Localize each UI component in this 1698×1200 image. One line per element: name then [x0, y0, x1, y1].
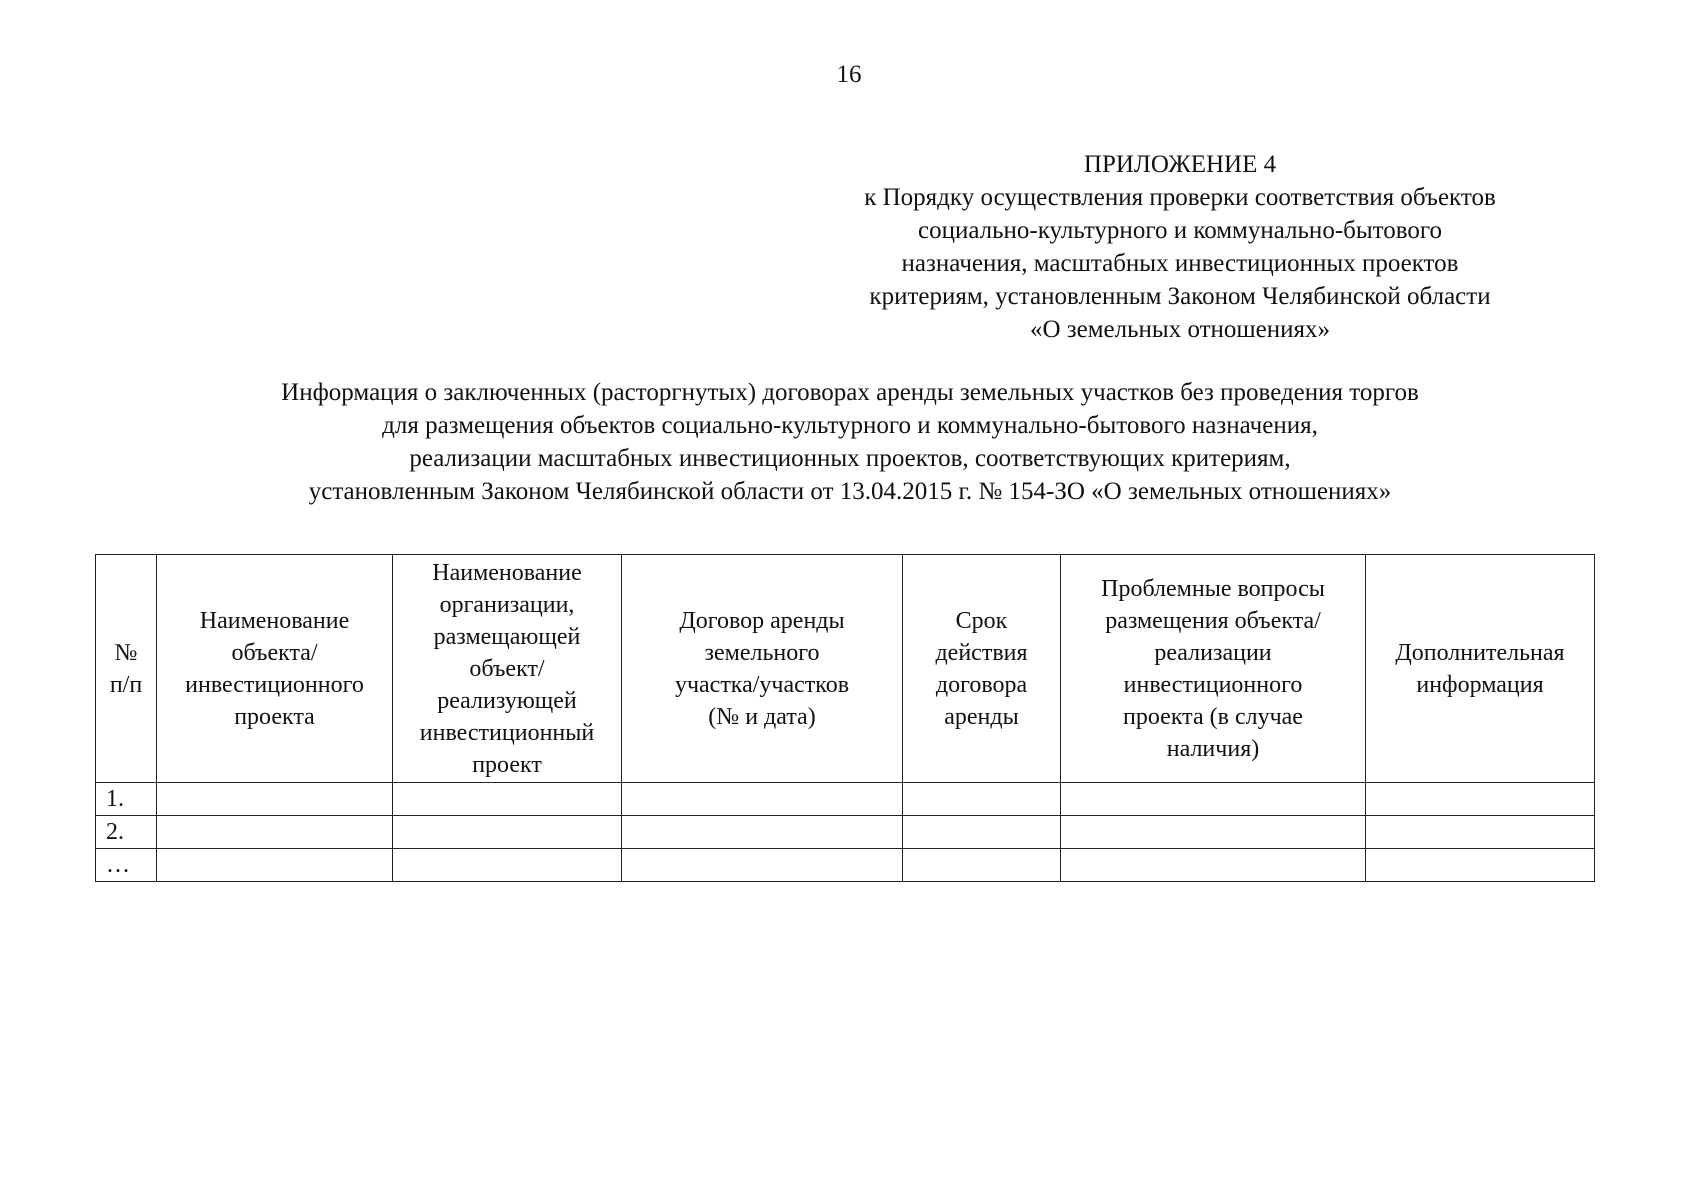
table-cell — [393, 849, 622, 882]
appendix-line: к Порядку осуществления проверки соответствия объектов — [864, 184, 1496, 211]
row-number-cell: … — [96, 849, 157, 882]
header-organization — [393, 555, 622, 783]
appendix-title: ПРИЛОЖЕНИЕ 4 — [1083, 151, 1277, 178]
document-title — [100, 376, 1600, 508]
row-number-cell: 1. — [96, 783, 157, 816]
header-issues — [1061, 555, 1366, 783]
header-line: инвестиционного — [185, 671, 364, 698]
table-cell — [157, 849, 393, 882]
title-line: для размещения объектов социально-культурного и коммунально-бытового назначения, — [382, 412, 1318, 439]
header-lease-contract — [622, 555, 903, 783]
header-line: инвестиционного — [1123, 671, 1303, 698]
header-line: п/п — [109, 671, 143, 698]
header-line: реализующей — [437, 687, 577, 714]
table-cell — [393, 816, 622, 849]
lease-info-table — [95, 554, 1595, 882]
table-header-row — [96, 555, 1595, 783]
header-line: реализации — [1154, 639, 1272, 666]
header-line: участка/участков — [674, 671, 850, 698]
appendix-heading — [820, 148, 1540, 346]
header-line: наличия) — [1166, 735, 1260, 762]
table-cell — [1061, 783, 1366, 816]
header-line: № — [114, 639, 138, 666]
header-line: аренды — [944, 703, 1019, 730]
header-line: Проблемные вопросы — [1101, 575, 1325, 602]
table-row — [96, 849, 1595, 882]
header-line: объект/ — [469, 655, 545, 682]
table-cell — [1366, 816, 1595, 849]
title-line: установленным Законом Челябинской области от 13.04.2015 г. № 154-ЗО «О земельных отношениях» — [308, 478, 1392, 505]
appendix-line: назначения, масштабных инвестиционных проектов — [901, 250, 1459, 277]
table-cell — [622, 783, 903, 816]
header-lease-term — [903, 555, 1061, 783]
header-number — [96, 555, 157, 783]
header-line: договора — [935, 671, 1028, 698]
table-cell — [622, 816, 903, 849]
header-additional-info — [1366, 555, 1595, 783]
table-cell — [1366, 783, 1595, 816]
header-line: проекта — [234, 703, 315, 730]
header-line: размещения объекта/ — [1105, 607, 1321, 634]
table-cell — [622, 849, 903, 882]
appendix-line: социально-культурного и коммунально-бытового — [917, 217, 1443, 244]
title-line: реализации масштабных инвестиционных проектов, соответствующих критериям, — [409, 445, 1291, 472]
header-line: Наименование — [432, 559, 582, 586]
table-cell — [903, 816, 1061, 849]
header-line: Срок — [955, 607, 1008, 634]
table-cell — [903, 849, 1061, 882]
header-line: Договор аренды — [679, 607, 845, 634]
header-line: Наименование — [199, 607, 350, 634]
page-number: 16 — [836, 61, 862, 88]
table-cell — [1061, 816, 1366, 849]
header-line: проект — [472, 751, 542, 778]
table-body — [96, 783, 1595, 882]
header-line: организации, — [439, 591, 575, 618]
header-line: действия — [935, 639, 1028, 666]
table-cell — [157, 783, 393, 816]
header-line: Дополнительная — [1395, 639, 1565, 666]
header-line: земельного — [704, 639, 820, 666]
row-number-cell: 2. — [96, 816, 157, 849]
header-line: размещающей — [433, 623, 581, 650]
header-line: информация — [1416, 671, 1544, 698]
appendix-line: «О земельных отношениях» — [1029, 316, 1331, 343]
table-cell — [393, 783, 622, 816]
title-line: Информация о заключенных (расторгнутых) договорах аренды земельных участков без проведения торгов — [281, 379, 1419, 406]
header-line: объекта/ — [231, 639, 318, 666]
header-line: проекта (в случае — [1123, 703, 1303, 730]
table-cell — [1061, 849, 1366, 882]
appendix-line: критериям, установленным Законом Челябинской области — [869, 283, 1491, 310]
table-row — [96, 816, 1595, 849]
header-line: (№ и дата) — [708, 703, 816, 730]
table-cell — [903, 783, 1061, 816]
header-object-name — [157, 555, 393, 783]
header-line: инвестиционный — [419, 719, 595, 746]
table-cell — [1366, 849, 1595, 882]
table-row — [96, 783, 1595, 816]
table-cell — [157, 816, 393, 849]
